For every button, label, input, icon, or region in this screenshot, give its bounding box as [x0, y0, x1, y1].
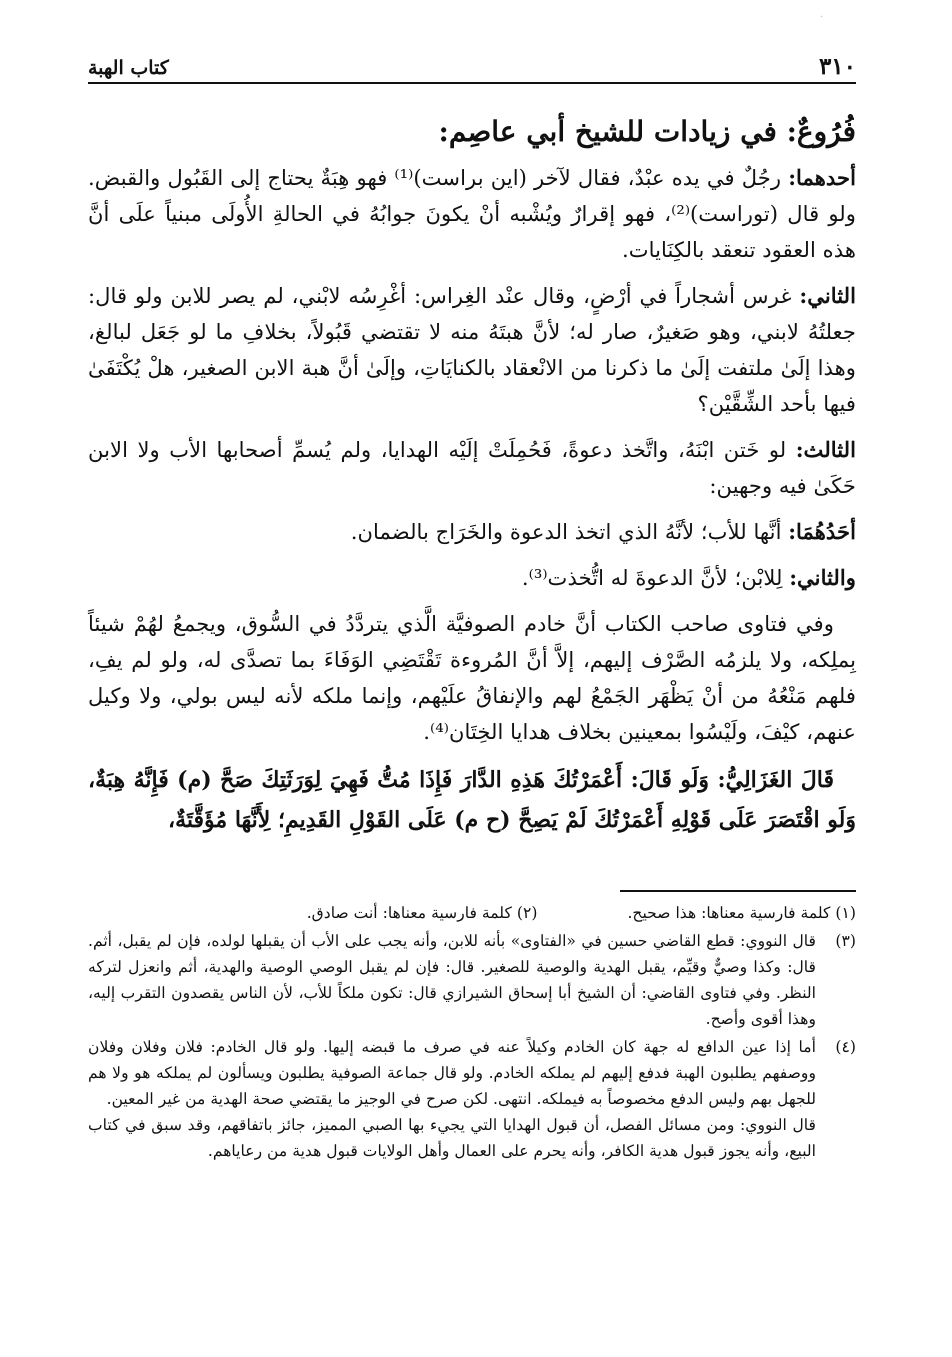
- section-heading: فُرُوعٌ: في زيادات للشيخ أبي عاصِم:: [438, 115, 856, 148]
- footnote-1: [627, 900, 856, 926]
- paragraph-option-one: [88, 514, 856, 550]
- paragraph-fatwa: [88, 606, 856, 750]
- paragraph-text: غرس أشجاراً في أرْضٍ، وقال عنْد الغِراس: أغْرِسُه لابْني، لم يصر للابن ولو قال: جعلتُهُ لابني، وهو صَغيرٌ، صار له؛ لأنَّ هبتَهُ منه لا تقتضي قَبُولاً، بخلافِ ما لو جَعَل لبالغ، وهذا إلَىٰ ملتفت إلَىٰ ما ذكرنا من الانْعقاد بالكنايَاتِ، وإلَىٰ أنَّ هبة الابن الصغير، هلْ يُكْتَفَىٰ فيها بأحد الشِّقَّيْن؟: [88, 283, 856, 416]
- paragraph-text: لِلابْن؛ لأنَّ الدعوةَ له اتُّخذت⁽³⁾.: [521, 565, 790, 590]
- footnote-number: (٣): [835, 932, 856, 950]
- footnote-3: [88, 928, 856, 1032]
- footnote-divider: [620, 890, 856, 892]
- footnote-number: (٢): [516, 904, 538, 922]
- paragraph-text: وفي فتاوى صاحب الكتاب أنَّ خادم الصوفيَّة الَّذي يتردَّدُ في السُّوق، ويجمعُ لهُمْ شيئاً بِملِكه، ولا يلزمُه الصَّرْف إليهم، إلاَّ أنَّ المُروءة تَقْتَضِي الوَفَاءَ بما تصدَّى له، ولو لم يفِ، فلهم مَنْعُهُ من أنْ يَظْهَر الجَمْعُ لهم والإنفاقُ علَيْهم، وإنما ملكه لأنه ليس بولي، ولا وكيل عنهم، كيْفَ، ولَيْسُوا بمعينين بخلاف هدايا الخِتَان⁽⁴⁾.: [88, 611, 856, 744]
- scan-speck: ·: [820, 12, 824, 23]
- footnote-4: [88, 1034, 856, 1164]
- page-number: ٣١٠: [818, 53, 856, 80]
- footnote-body: [88, 1034, 816, 1164]
- footnote-row-short: [88, 900, 856, 926]
- paragraph-lead: أحَدُهُمَا:: [788, 519, 856, 544]
- paragraph-first: [88, 160, 856, 268]
- main-text: [88, 112, 856, 850]
- footnote-text: كلمة فارسية معناها: هذا صحيح.: [627, 904, 831, 922]
- page-header: [88, 46, 856, 84]
- paragraph-text: رجُلٌ في يده عبْدٌ، فقال لآخر (اين براست)⁽¹⁾ فهو هِبَةٌ يحتاج إلى القَبُول والقبض. ولو قال (توراست)⁽²⁾، فهو إقرارٌ ويُشْبه أنْ يكونَ جوابُهُ في الحالةِ الأُولَى مبنياً علَى أنَّ هذه العقود تنعقد بالكِنَايات.: [88, 165, 856, 262]
- paragraph-lead: الثالث:: [795, 437, 856, 462]
- footnote-number: (١): [835, 904, 856, 922]
- paragraph-text: أنَّها للأب؛ لأنَّهُ الذي اتخذ الدعوة والخَرَاج بالضمان.: [350, 519, 789, 544]
- ghazali-quote: قَالَ الغَزَالِيُّ: وَلَو قَالَ: أَعْمَرْتُكَ هَذِهِ الدَّارَ فَإِذَا مُتُّ فَهِيَ لِوَرَثَتِكَ صَحَّ (م) فَإِنَّهُ هِبَةٌ، وَلَو اقْتَصَرَ عَلَى قَوْلِهِ أَعْمَرْتُكَ لَمْ يَصِحَّ (ح م) عَلَى القَوْلِ القَدِيمِ؛ لِأَنَّهَا مُؤَقَّتَةٌ،: [88, 767, 856, 833]
- footnote-text: قال النووي: قطع القاضي حسين في «الفتاوى» بأنه للابن، وأنه يجب على الأب أن يقبلها لولده، فإن لم يقبل، أثم. قال: وكذا وصيٌّ وقيِّم، يقبل الهدية والوصية للصغير. قال: فإن لم يقبل الوصي الوصية والهدية، أثم وانعزل لتركه النظر. وفي فتاوى القاضي: أن الشيخ أبا إسحاق الشيرازي قال: تكون ملكاً للأب، لأن الناس يقصدون التقرب إليه، وهذا أقوى وأصح.: [88, 932, 816, 1028]
- footnotes: [88, 900, 856, 1166]
- footnote-number: (٤): [835, 1038, 856, 1056]
- footnote-body: [88, 928, 816, 1032]
- paragraph-third: [88, 432, 856, 504]
- paragraph-text: لو خَتن ابْنَهُ، واتَّخذ دعوةً، فَحُمِلَتْ إلَيْه الهدايا، ولم يُسمِّ أصحابها الأب ولا الابن حَكَىٰ فيه وجهين:: [88, 437, 856, 498]
- paragraph-lead: أحدهما:: [788, 165, 856, 190]
- footnote-text: كلمة فارسية معناها: أنت صادق.: [306, 904, 512, 922]
- book-title: كتاب الهبة: [88, 57, 169, 79]
- paragraph-option-two: [88, 560, 856, 596]
- footnote-2: [307, 900, 538, 926]
- paragraph-lead: الثاني:: [799, 283, 856, 308]
- paragraph-second: [88, 278, 856, 422]
- footnote-text: قال النووي: ومن مسائل الفصل، أن قبول الهدايا التي يجيء بها الصبي المميز، جائز باتفاقهم، وقد سبق في كتاب البيع، وأنه يجوز قبول هدية الكافر، وأنه يحرم على العمال وأهل الولايات قبول هدية من رعاياهم.: [88, 1116, 816, 1160]
- paragraph-lead: والثاني:: [789, 565, 856, 590]
- footnote-text: أما إذا عين الدافع له جهة كان الخادم وكيلاً عنه في صرف ما قبضه إليها. ولو قال الخادم: فلان وفلان وفلان ووصفهم يطلبون الهبة فدفع إليهم لم يملكه الخادم. ولو قال جماعة الصوفية يطلبون ويسألون لم يملكه هو ولا هم للجهل بهم وليس الدفع مخصوصاً به فيملكه. انتهى. لكن صرح في الوجيز ما يقتضي صحة الهدية من غير المعين.: [88, 1038, 816, 1108]
